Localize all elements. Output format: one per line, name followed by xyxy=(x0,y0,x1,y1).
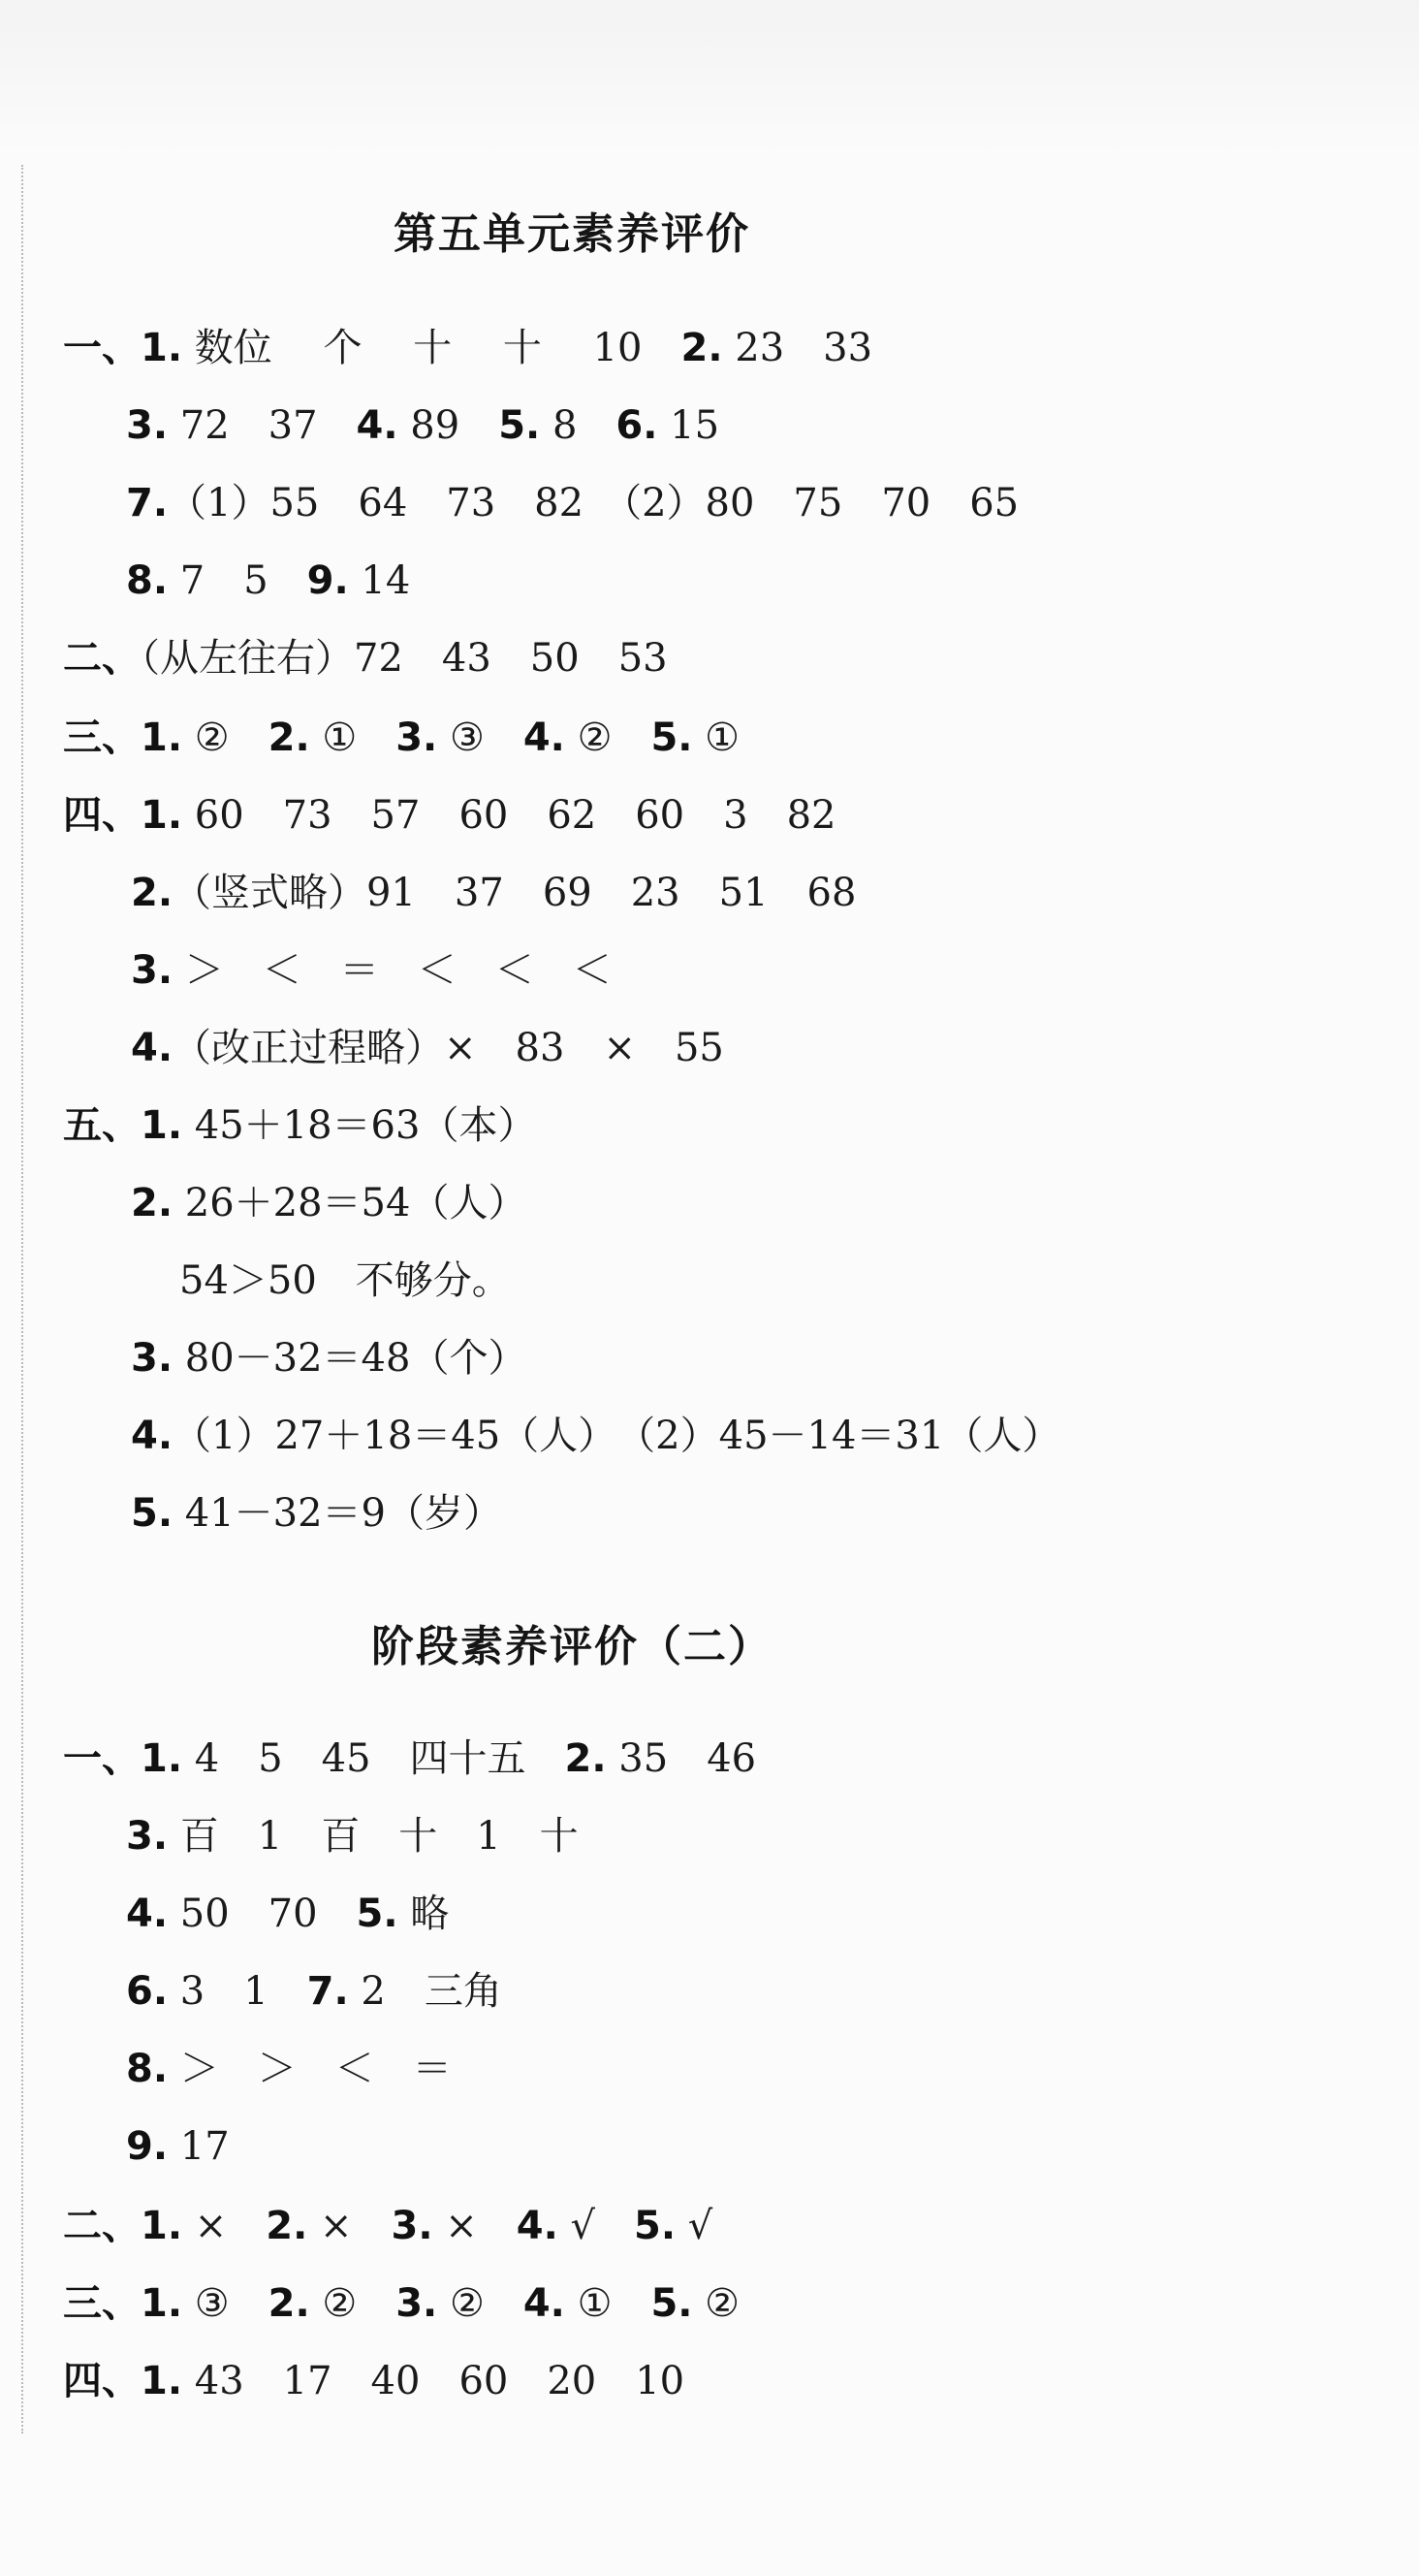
answer-text: ③ xyxy=(182,2281,268,2326)
answer-text: 8 xyxy=(540,403,616,448)
question-number: 2. xyxy=(564,1736,607,1781)
question-number: 一、1. xyxy=(63,326,183,370)
question-number: 4. xyxy=(126,1892,169,1936)
answer-text: 23 33 xyxy=(722,326,873,370)
question-number: 8. xyxy=(126,2047,169,2091)
answer-line xyxy=(126,480,1019,526)
answer-text: 43 17 40 60 20 10 xyxy=(182,2359,685,2403)
answer-text: 17 xyxy=(168,2124,230,2169)
answer-text: 26＋28＝54（人） xyxy=(173,1181,527,1225)
answer-text: 45＋18＝63（本） xyxy=(182,1103,537,1148)
answer-line xyxy=(131,947,612,994)
question-number: 2. xyxy=(680,326,723,370)
answer-text: 89 xyxy=(397,403,499,448)
question-number: 3. xyxy=(131,1336,173,1381)
question-number: 4. xyxy=(522,2281,565,2326)
question-number: 3. xyxy=(126,403,169,448)
answer-text: （竖式略）91 37 69 23 51 68 xyxy=(173,871,857,915)
answer-text: √ xyxy=(557,2204,635,2248)
answer-line xyxy=(126,402,719,449)
answer-text: √ xyxy=(676,2204,713,2248)
answer-text: 14 xyxy=(348,558,411,603)
question-number: 2. xyxy=(268,2281,310,2326)
question-number: 5. xyxy=(650,716,693,760)
binding-margin-rule xyxy=(21,165,23,2433)
answer-line xyxy=(126,2123,230,2170)
question-number: 2. xyxy=(131,871,173,915)
answer-line xyxy=(63,325,872,371)
question-number: 2. xyxy=(266,2204,308,2248)
answer-text: 41－32＝9（岁） xyxy=(173,1491,502,1536)
question-number: 三、1. xyxy=(63,716,183,760)
question-number: 3. xyxy=(126,1814,169,1859)
question-number: 5. xyxy=(131,1491,173,1536)
answer-line xyxy=(63,715,740,761)
answer-text: 百 1 百 十 1 十 xyxy=(168,1814,579,1859)
question-number: 一、1. xyxy=(63,1736,183,1781)
answer-text: ② xyxy=(692,2281,741,2326)
answer-text: 7 5 xyxy=(168,558,307,603)
answer-text: 3 1 xyxy=(168,1969,307,2014)
answer-line xyxy=(131,870,856,916)
question-number: 3. xyxy=(395,716,438,760)
answer-text: 80－32＝48（个） xyxy=(173,1336,527,1381)
answer-text: （1）55 64 73 82 （2）80 75 70 65 xyxy=(168,481,1020,525)
question-number: 7. xyxy=(306,1969,349,2014)
answer-text: （1）27＋18＝45（人） （2）45－14＝31（人） xyxy=(173,1414,1061,1458)
question-number: 五、1. xyxy=(63,1103,183,1148)
question-number: 7. xyxy=(126,481,169,525)
answer-text: 54＞50 不够分。 xyxy=(179,1258,511,1303)
answer-line xyxy=(63,2358,684,2404)
question-number: 二、 xyxy=(63,636,141,681)
answer-line xyxy=(63,635,668,682)
question-number: 8. xyxy=(126,558,169,603)
answer-text: ① xyxy=(309,716,396,760)
question-number: 4. xyxy=(131,1026,173,1070)
question-number: 9. xyxy=(126,2124,169,2169)
question-number: 6. xyxy=(615,403,658,448)
section-title: 第五单元素养评价 xyxy=(394,209,750,259)
answer-text: 数位 个 十 十 10 xyxy=(182,326,681,370)
answer-line xyxy=(63,2280,740,2327)
question-number: 5. xyxy=(498,403,541,448)
answer-line xyxy=(126,557,410,604)
answer-text: 4 5 45 四十五 xyxy=(182,1736,565,1781)
question-number: 3. xyxy=(395,2281,438,2326)
question-number: 四、1. xyxy=(63,2359,183,2403)
question-number: 5. xyxy=(356,1892,398,1936)
question-number: 9. xyxy=(306,558,349,603)
answer-text: ① xyxy=(692,716,741,760)
answer-line xyxy=(126,1813,579,1860)
section-title: 阶段素养评价（二） xyxy=(371,1622,773,1671)
answer-line xyxy=(63,1102,536,1149)
answer-text: （改正过程略）× 83 × 55 xyxy=(173,1026,724,1070)
answer-line xyxy=(131,1180,526,1226)
answer-text: 15 xyxy=(657,403,720,448)
answer-text: ② xyxy=(437,2281,523,2326)
answer-text: ② xyxy=(564,716,651,760)
question-number: 二、1. xyxy=(63,2204,183,2248)
answer-text: × xyxy=(432,2204,517,2248)
question-number: 5. xyxy=(634,2204,677,2248)
answer-line xyxy=(131,1335,526,1382)
question-number: 2. xyxy=(268,716,310,760)
question-number: 四、1. xyxy=(63,793,183,838)
answer-line xyxy=(63,2203,712,2249)
answer-line xyxy=(63,1735,756,1782)
answer-text: ② xyxy=(309,2281,396,2326)
question-number: 2. xyxy=(131,1181,173,1225)
answer-text: ③ xyxy=(437,716,523,760)
answer-text: × xyxy=(307,2204,392,2248)
answer-text: × xyxy=(182,2204,267,2248)
question-number: 4. xyxy=(516,2204,558,2248)
answer-text: （从左往右）72 43 50 53 xyxy=(141,636,668,681)
question-number: 5. xyxy=(650,2281,693,2326)
question-number: 4. xyxy=(522,716,565,760)
question-number: 4. xyxy=(356,403,398,448)
question-number: 3. xyxy=(131,948,173,993)
answer-line xyxy=(126,2046,452,2092)
answer-line xyxy=(131,1413,1060,1459)
answer-line xyxy=(131,1025,724,1071)
answer-line xyxy=(126,1891,449,1937)
answer-line xyxy=(131,1490,502,1537)
answer-line xyxy=(179,1257,511,1304)
answer-text: 72 37 xyxy=(168,403,357,448)
question-number: 3. xyxy=(391,2204,433,2248)
answer-text: ＞ ＞ ＜ ＝ xyxy=(168,2047,452,2091)
answer-text: 50 70 xyxy=(168,1892,357,1936)
answer-line xyxy=(126,1968,502,2015)
question-number: 4. xyxy=(131,1414,173,1458)
answer-line xyxy=(63,792,836,839)
answer-text: 60 73 57 60 62 60 3 82 xyxy=(182,793,836,838)
answer-text: 35 46 xyxy=(606,1736,757,1781)
answer-text: ① xyxy=(564,2281,651,2326)
answer-text: ＞ ＜ ＝ ＜ ＜ ＜ xyxy=(173,948,612,993)
answer-text: 2 三角 xyxy=(348,1969,502,2014)
answer-text: ② xyxy=(182,716,268,760)
question-number: 三、1. xyxy=(63,2281,183,2326)
answer-text: 略 xyxy=(397,1892,450,1936)
question-number: 6. xyxy=(126,1969,169,2014)
